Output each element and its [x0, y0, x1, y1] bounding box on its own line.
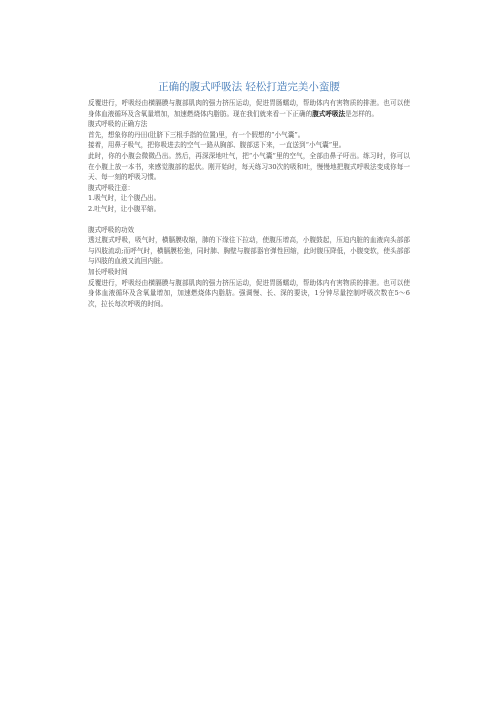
section1-note-item-1: 1.吸气时，让个腹凸出。 — [88, 194, 161, 203]
section1-paragraph-3: 此时，你的小腹会微微凸出。然后，再深深地吐气，把“小气囊”里的空气，全部由鼻子吁出。练习时，你可以在小腹上放一本书，来感觉腹部的起伏。刚开始时，每天练习30次的吸和吐，慢慢地把腹式呼吸法变成你每一天、每一刻的呼吸习惯。 — [88, 151, 410, 182]
section3-paragraph-1: 反覆进行，呼吸经由横膈膜与腹部肌肉的强力挤压运动，促进胃肠蠕动，帮助体内有害物质的排泄。也可以使身体血液循环及含氧量增加，加速燃烧体内脂肪。强调慢、长、深的要诀，1分钟尽量控制呼吸次数在5～6次，拉长每次呼吸的时间。 — [88, 278, 410, 308]
section1-note-item-2: 2.吐气时，让小腹平缩。 — [88, 204, 161, 213]
section3-heading: 加长呼吸时间 — [88, 267, 128, 276]
spacer — [88, 215, 410, 225]
page-title: 正确的腹式呼吸法 轻松打造完美小蛮腰 — [158, 81, 340, 93]
intro-bold-term: 腹式呼吸法 — [312, 109, 346, 118]
intro-text-b: 是怎样的。 — [345, 109, 379, 118]
document-page — [88, 80, 410, 309]
section2-heading: 腹式呼吸的功效 — [88, 225, 135, 234]
section1-note-heading: 腹式呼吸注意： — [88, 183, 135, 192]
intro-text-a: 反覆进行，呼吸经由横膈膜与腹部肌肉的强力挤压运动，促进胃肠蠕动，帮助体内有害物质的排泄。也可以使身体血液循环及含氧量增加，加速燃烧体内脂肪。现在我们就来看一下正确的 — [88, 99, 410, 118]
intro-paragraph — [88, 98, 410, 119]
section1-paragraph-2: 接着，用鼻子吸气，把你吸进去的空气一路从胸部、腹部送下来，一直送到“小气囊”里。 — [88, 141, 346, 150]
section2-paragraph-1: 透过腹式呼吸，吸气时，横膈膜收缩，肺的下缘往下拉动，使腹压增高，小腹鼓起，压迫内脏的血液向头部部与四肢流动;而呼气时，横膈膜松弛，同时肺、胸壁与腹部器官弹性回缩，此时腹压降低，小腹变软，使头部部与四肢的血液又流回内脏。 — [88, 236, 410, 266]
section1-heading: 腹式呼吸的正确方法 — [88, 120, 148, 129]
section1-paragraph-1: 首先，想象你的丹田(肚脐下三根手指的位置)里，有一个假想的“小气囊”。 — [88, 130, 305, 139]
